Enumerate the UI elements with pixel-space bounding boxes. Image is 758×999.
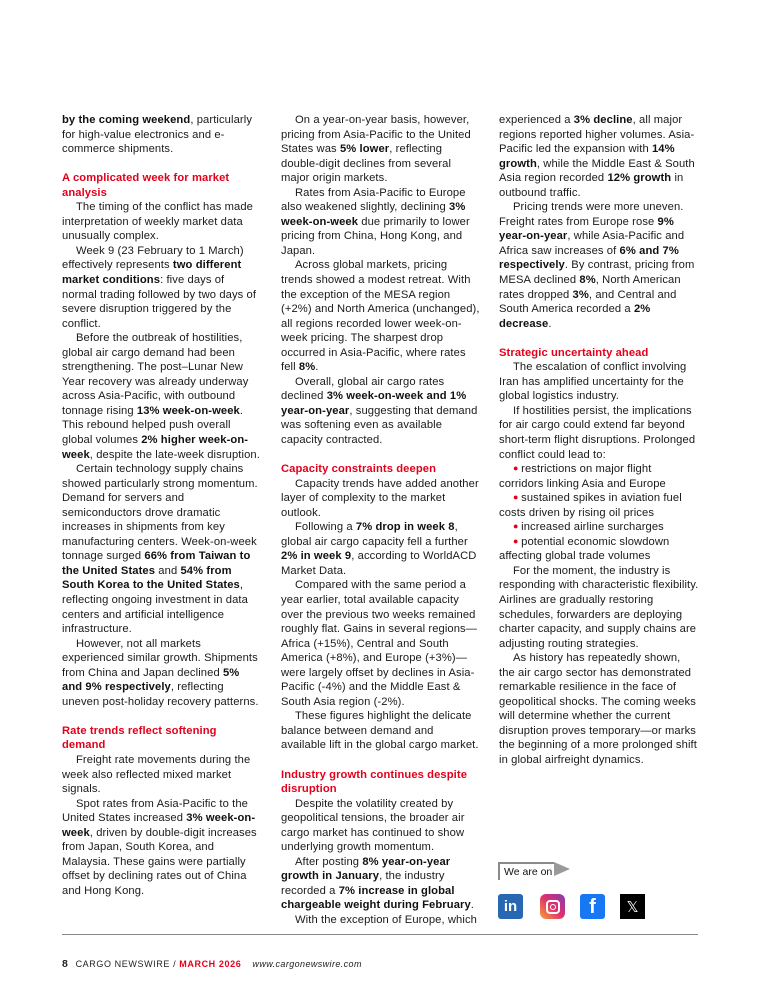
section-heading: Strategic uncertainty ahead: [499, 346, 649, 359]
paragraph: [281, 578, 481, 709]
body-text: due primarily to lower pricing from China, Hong Kong, and Japan.: [281, 215, 470, 257]
body-text: , reflecting uneven post-holiday recovery patterns.: [62, 681, 259, 708]
bullet-dot-icon: ●: [513, 463, 522, 474]
paragraph: [62, 113, 262, 157]
emphasis-text: 6% and 7% respectively: [499, 244, 679, 272]
paragraph: [281, 520, 481, 578]
body-text: The escalation of conflict involving Iran has amplified uncertainty for the global logistics industry.: [499, 361, 687, 403]
bullet-item: [499, 520, 699, 535]
article-column-3: [499, 113, 699, 768]
bullet-text: restrictions on major flight corridors linking Asia and Europe: [499, 463, 666, 490]
article-column-1: [62, 113, 262, 898]
facebook-icon[interactable]: f: [580, 894, 605, 919]
body-text: .: [470, 899, 475, 912]
emphasis-text: 13% week-on-week: [136, 404, 240, 417]
paragraph: [62, 331, 262, 462]
website-link[interactable]: www.cargonewswire.com: [252, 959, 362, 969]
paragraph: [281, 375, 481, 448]
body-text: The timing of the conflict has made interpretation of weekly market data unusually complex.: [62, 201, 253, 243]
body-text: and: [155, 564, 181, 577]
body-text: , according to WorldACD Market Data.: [281, 550, 477, 577]
body-text: , while Asia-Pacific and Africa saw increases of: [499, 230, 685, 257]
body-text: Pricing trends were more uneven. Freight rates from Europe rose: [499, 201, 684, 228]
paragraph: [499, 564, 699, 651]
body-text: These figures highlight the delicate balance between demand and available lift in the global cargo market.: [281, 710, 479, 752]
emphasis-text: 9% year-on-year: [499, 215, 674, 243]
body-text: , North American rates dropped: [499, 274, 681, 301]
section-heading: Rate trends reflect softening demand: [62, 724, 217, 752]
emphasis-text: 54% from South Korea to the United States: [62, 564, 240, 592]
body-text: Before the outbreak of hostilities, global air cargo demand had been strengthening. The post–Lunar New Year recovery was already underway across Asia-Pacific, with outbound tonnage rising: [62, 332, 249, 417]
body-text: , driven by double-digit increases from Japan, South Korea, and Malaysia. These gains were partially offset by declining rates out of China and Hong Kong.: [62, 826, 257, 897]
body-text: Following a: [295, 521, 356, 534]
paragraph: [499, 404, 699, 462]
paragraph: [499, 200, 699, 331]
paragraph: [281, 855, 481, 913]
section-heading: A complicated week for market analysis: [62, 172, 230, 199]
body-text: , while the Middle East & South Asia region recorded: [499, 157, 695, 185]
body-text: .: [315, 361, 319, 374]
bullet-dot-icon: ●: [513, 521, 522, 532]
issue-date: MARCH 2026: [179, 959, 242, 969]
paragraph: [62, 244, 262, 331]
emphasis-text: 3% week-on-week: [62, 812, 256, 839]
paragraph: [281, 186, 481, 259]
body-text: Week 9 (23 February to 1 March) effectively represents: [62, 244, 244, 272]
body-text: , particularly for high-value electronics and e-commerce shipments.: [62, 114, 253, 156]
body-text: Compared with the same period a year earlier, total available capacity over the previous two weeks remained roughly flat. Gains in several regions—Africa (+15%), Central and South America (+8%), and Europe (+3%)—were largely offset by declines in Asia-Pacific (-4%) and the Middle East & South Asia region (-2%).: [281, 579, 478, 708]
bullet-item: [499, 462, 699, 491]
instagram-icon[interactable]: [540, 894, 565, 919]
paragraph: [281, 477, 481, 521]
emphasis-text: 5% and 9% respectively: [62, 666, 240, 694]
paragraph: [62, 753, 262, 797]
bullet-item: [499, 491, 699, 520]
body-text: , all major regions reported higher volumes. Asia-Pacific led the expansion with: [499, 114, 695, 156]
body-text: , reflecting double-digit declines from several major origin markets.: [281, 143, 452, 185]
we-are-on-label: We are on: [504, 866, 553, 878]
section-heading: Capacity constraints deepen: [281, 463, 437, 476]
arrow-right-icon: [554, 862, 570, 876]
section-heading: Industry growth continues despite disruption: [281, 768, 468, 796]
body-text: : five days of normal trading followed by two days of severe disruption triggered by the conflict.: [62, 273, 257, 330]
body-text: Rates from Asia-Pacific to Europe also weakened slightly, declining: [281, 186, 466, 214]
body-text: Freight rate movements during the week also reflected mixed market signals.: [62, 753, 251, 796]
bullet-text: increased airline surcharges: [521, 521, 664, 534]
body-text: , global air cargo capacity fell a further: [281, 521, 468, 548]
page-number: 8: [62, 958, 69, 970]
paragraph: [499, 651, 699, 767]
camera-glyph: [546, 900, 560, 914]
emphasis-text: 3% week-on-week and 1% year-on-year: [281, 390, 467, 417]
body-text: If hostilities persist, the implications for air cargo could extend far beyond short-term flight disruptions. Prolonged conflict could lead to:: [499, 404, 696, 461]
paragraph: [281, 113, 481, 186]
body-text: . By contrast, pricing from MESA declined: [499, 259, 695, 287]
we-are-on-callout: [498, 862, 573, 882]
body-text: Overall, global air cargo rates declined: [281, 375, 445, 403]
body-text: Capacity trends have added another layer of complexity to the market outlook.: [281, 477, 479, 519]
emphasis-text: two different market conditions: [62, 259, 242, 286]
paragraph: [499, 360, 699, 404]
paragraph: [499, 113, 699, 200]
body-text: For the moment, the industry is responding with characteristic flexibility. Airlines are gradually restoring schedules, forwarders are deploying charter capacity, and supply chains are adjusting routing strategies.: [499, 564, 699, 650]
body-text: experienced a: [499, 114, 574, 126]
body-text: However, not all markets experienced similar growth. Shipments from China and Japan declined: [62, 637, 258, 679]
body-text: After posting: [295, 855, 363, 868]
body-text: , despite the late-week disruption.: [89, 448, 260, 461]
body-text: On a year-on-year basis, however, pricing from Asia-Pacific to the United States was: [281, 114, 471, 156]
body-text: . This rebound helped push overall global volumes: [62, 404, 244, 446]
body-text: Despite the volatility created by geopolitical tensions, the broader air cargo market has continued to show underlying growth momentum.: [281, 797, 465, 854]
body-text: , the industry recorded a: [281, 870, 445, 897]
emphasis-text: 8%: [298, 361, 316, 374]
body-text: , reflecting ongoing investment in data centers and artificial intelligence infrastructure.: [62, 579, 248, 636]
paragraph: [281, 258, 481, 374]
paragraph: [281, 913, 481, 928]
emphasis-text: 66% from Taiwan to the United States: [62, 550, 251, 577]
publication-name: CARGO NEWSWIRE /: [75, 959, 177, 969]
bullet-text: sustained spikes in aviation fuel costs driven by rising oil prices: [499, 492, 682, 519]
emphasis-text: 2% in week 9: [281, 550, 352, 563]
body-text: , and Central and South America recorded a: [499, 288, 677, 316]
paragraph: [62, 637, 262, 710]
bullet-dot-icon: ●: [513, 535, 522, 546]
body-text: With the exception of Europe, which: [295, 913, 477, 926]
body-text: , suggesting that demand was softening even as available capacity contracted.: [281, 404, 478, 447]
linkedin-icon[interactable]: in: [498, 894, 523, 919]
emphasis-text: 8%: [579, 274, 596, 287]
body-text: .: [548, 317, 552, 330]
paragraph: [62, 200, 262, 244]
emphasis-text: 12% growth: [607, 172, 672, 185]
emphasis-text: 7% increase in global chargeable weight during February: [281, 884, 471, 912]
emphasis-text: by the coming weekend: [62, 114, 191, 126]
emphasis-text: 2% higher week-on-week: [62, 433, 249, 461]
paragraph: [281, 797, 481, 855]
paragraph: [281, 709, 481, 753]
emphasis-text: 3% week-on-week: [281, 201, 466, 228]
footer-divider: [62, 934, 698, 935]
body-text: As history has repeatedly shown, the air cargo sector has demonstrated remarkable resilience in the face of geopolitical shocks. The coming weeks will determine whether the current disruption proves temporary—or marks the beginning of a more prolonged shift in global airfreight dynamics.: [499, 652, 697, 767]
bullet-item: [499, 535, 699, 564]
paragraph: [62, 462, 262, 637]
bullet-dot-icon: ●: [513, 492, 522, 503]
emphasis-text: 14% growth: [499, 143, 675, 170]
emphasis-text: 3%: [572, 288, 589, 301]
body-text: Spot rates from Asia-Pacific to the United States increased: [62, 797, 249, 825]
emphasis-text: 5% lower: [339, 143, 390, 156]
x-icon[interactable]: 𝕏: [620, 894, 645, 919]
article-column-2: [281, 113, 481, 928]
body-text: in outbound traffic.: [499, 172, 684, 199]
emphasis-text: 8% year-on-year growth in January: [281, 855, 451, 883]
emphasis-text: 7% drop in week 8: [355, 521, 455, 534]
body-text: Across global markets, pricing trends showed a modest retreat. With the exception of the MESA region (+2%) and North America (unchanged), all regions recorded lower week-on-week pricing. The sharpest drop occurred in Asia-Pacific, where rates fell: [281, 259, 480, 374]
bullet-text: potential economic slowdown affecting global trade volumes: [499, 535, 670, 563]
page-footer: [62, 958, 362, 970]
paragraph: [62, 797, 262, 899]
emphasis-text: 2% decrease: [499, 303, 651, 330]
body-text: Certain technology supply chains showed particularly strong momentum. Demand for servers and semiconductors drove dramatic increases in shipments from key manufacturing centers. Week-on-week tonnage surged: [62, 463, 258, 563]
emphasis-text: 3% decline: [573, 114, 633, 126]
